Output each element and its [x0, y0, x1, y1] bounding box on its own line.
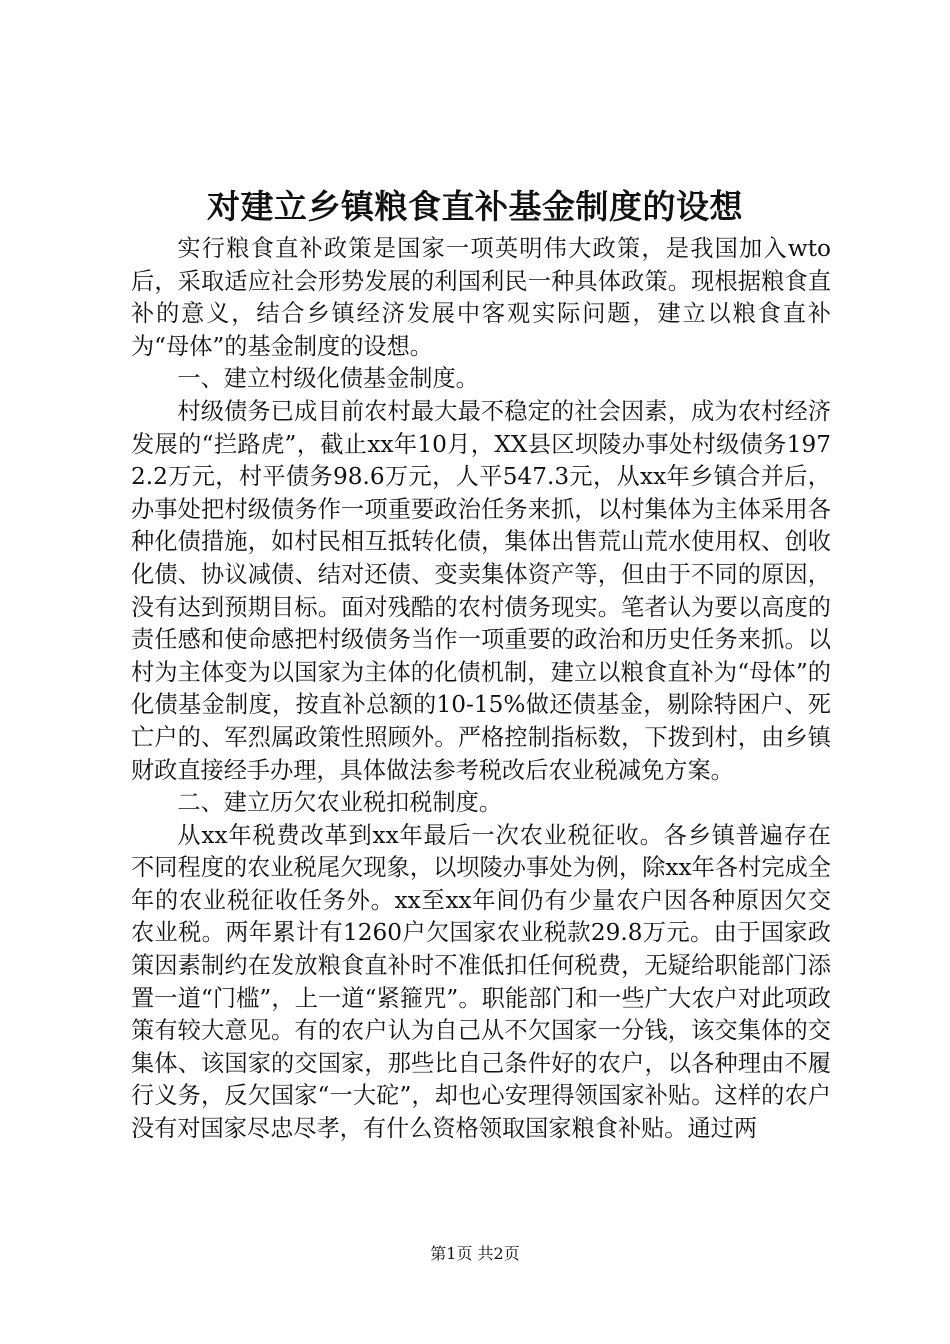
page-footer: 第1页 共2页: [430, 1244, 520, 1263]
document-body: [131, 233, 831, 1146]
paragraph-section-2: 从xx年税费改革到xx年最后一次农业税征收。各乡镇普遍存在不同程度的农业税尾欠现象，以坝陵办事处为例，除xx年各村完成全年的农业税征收任务外。xx至xx年间仍有少量农户因各种原因欠交农业税。两年累计有1260户欠国家农业税款29.8万元。由于国家政策因素制约在发放粮食直补时不准低扣任何税费，无疑给职能部门添置一道“门槛”，上一道“紧箍咒”。职能部门和一些广大农户对此项政策有较大意见。有的农户认为自己从不欠国家一分钱，该交集体的交集体、该国家的交国家，那些比自己条件好的农户，以各种理由不履行义务，反欠国家“一大砣”，却也心安理得领国家补贴。这样的农户没有对国家尽忠尽孝，有什么资格领取国家粮食补贴。通过两: [131, 821, 831, 1143]
paragraph-section-1: 村级债务已成目前农村最大最不稳定的社会因素，成为农村经济发展的“拦路虎”，截止xx年10月，XX县区坝陵办事处村级债务1972.2万元，村平债务98.6万元，人平547.3元，从xx年乡镇合并后，办事处把村级债务作一项重要政治任务来抓，以村集体为主体采用各种化债措施，如村民相互抵转化债，集体出售荒山荒水使用权、创收化债、协议减债、结对还债、变卖集体资产等，但由于不同的原因，没有达到预期目标。面对残酷的农村债务现实。笔者认为要以高度的责任感和使命感把村级债务当作一项重要的政治和历史任务来抓。以村为主体变为以国家为主体的化债机制，建立以粮食直补为“母体”的化债基金制度，按直补总额的10-15%做还债基金，剔除特困户、死亡户的、军烈属政策性照顾外。严格控制指标数，下拨到村，由乡镇财政直接经手办理，具体做法参考税改后农业税减免方案。: [131, 397, 831, 784]
document-title: 对建立乡镇粮食直补基金制度的设想: [207, 187, 743, 226]
paragraph-intro: 实行粮食直补政策是国家一项英明伟大政策，是我国加入wto后，采取适应社会形势发展的利国利民一种具体政策。现根据粮食直补的意义，结合乡镇经济发展中客观实际问题，建立以粮食直补为“母体”的基金制度的设想。: [131, 235, 831, 360]
section-heading-1: 一、建立村级化债基金制度。: [177, 365, 479, 393]
section-heading-2: 二、建立历欠农业税扣税制度。: [177, 789, 503, 817]
